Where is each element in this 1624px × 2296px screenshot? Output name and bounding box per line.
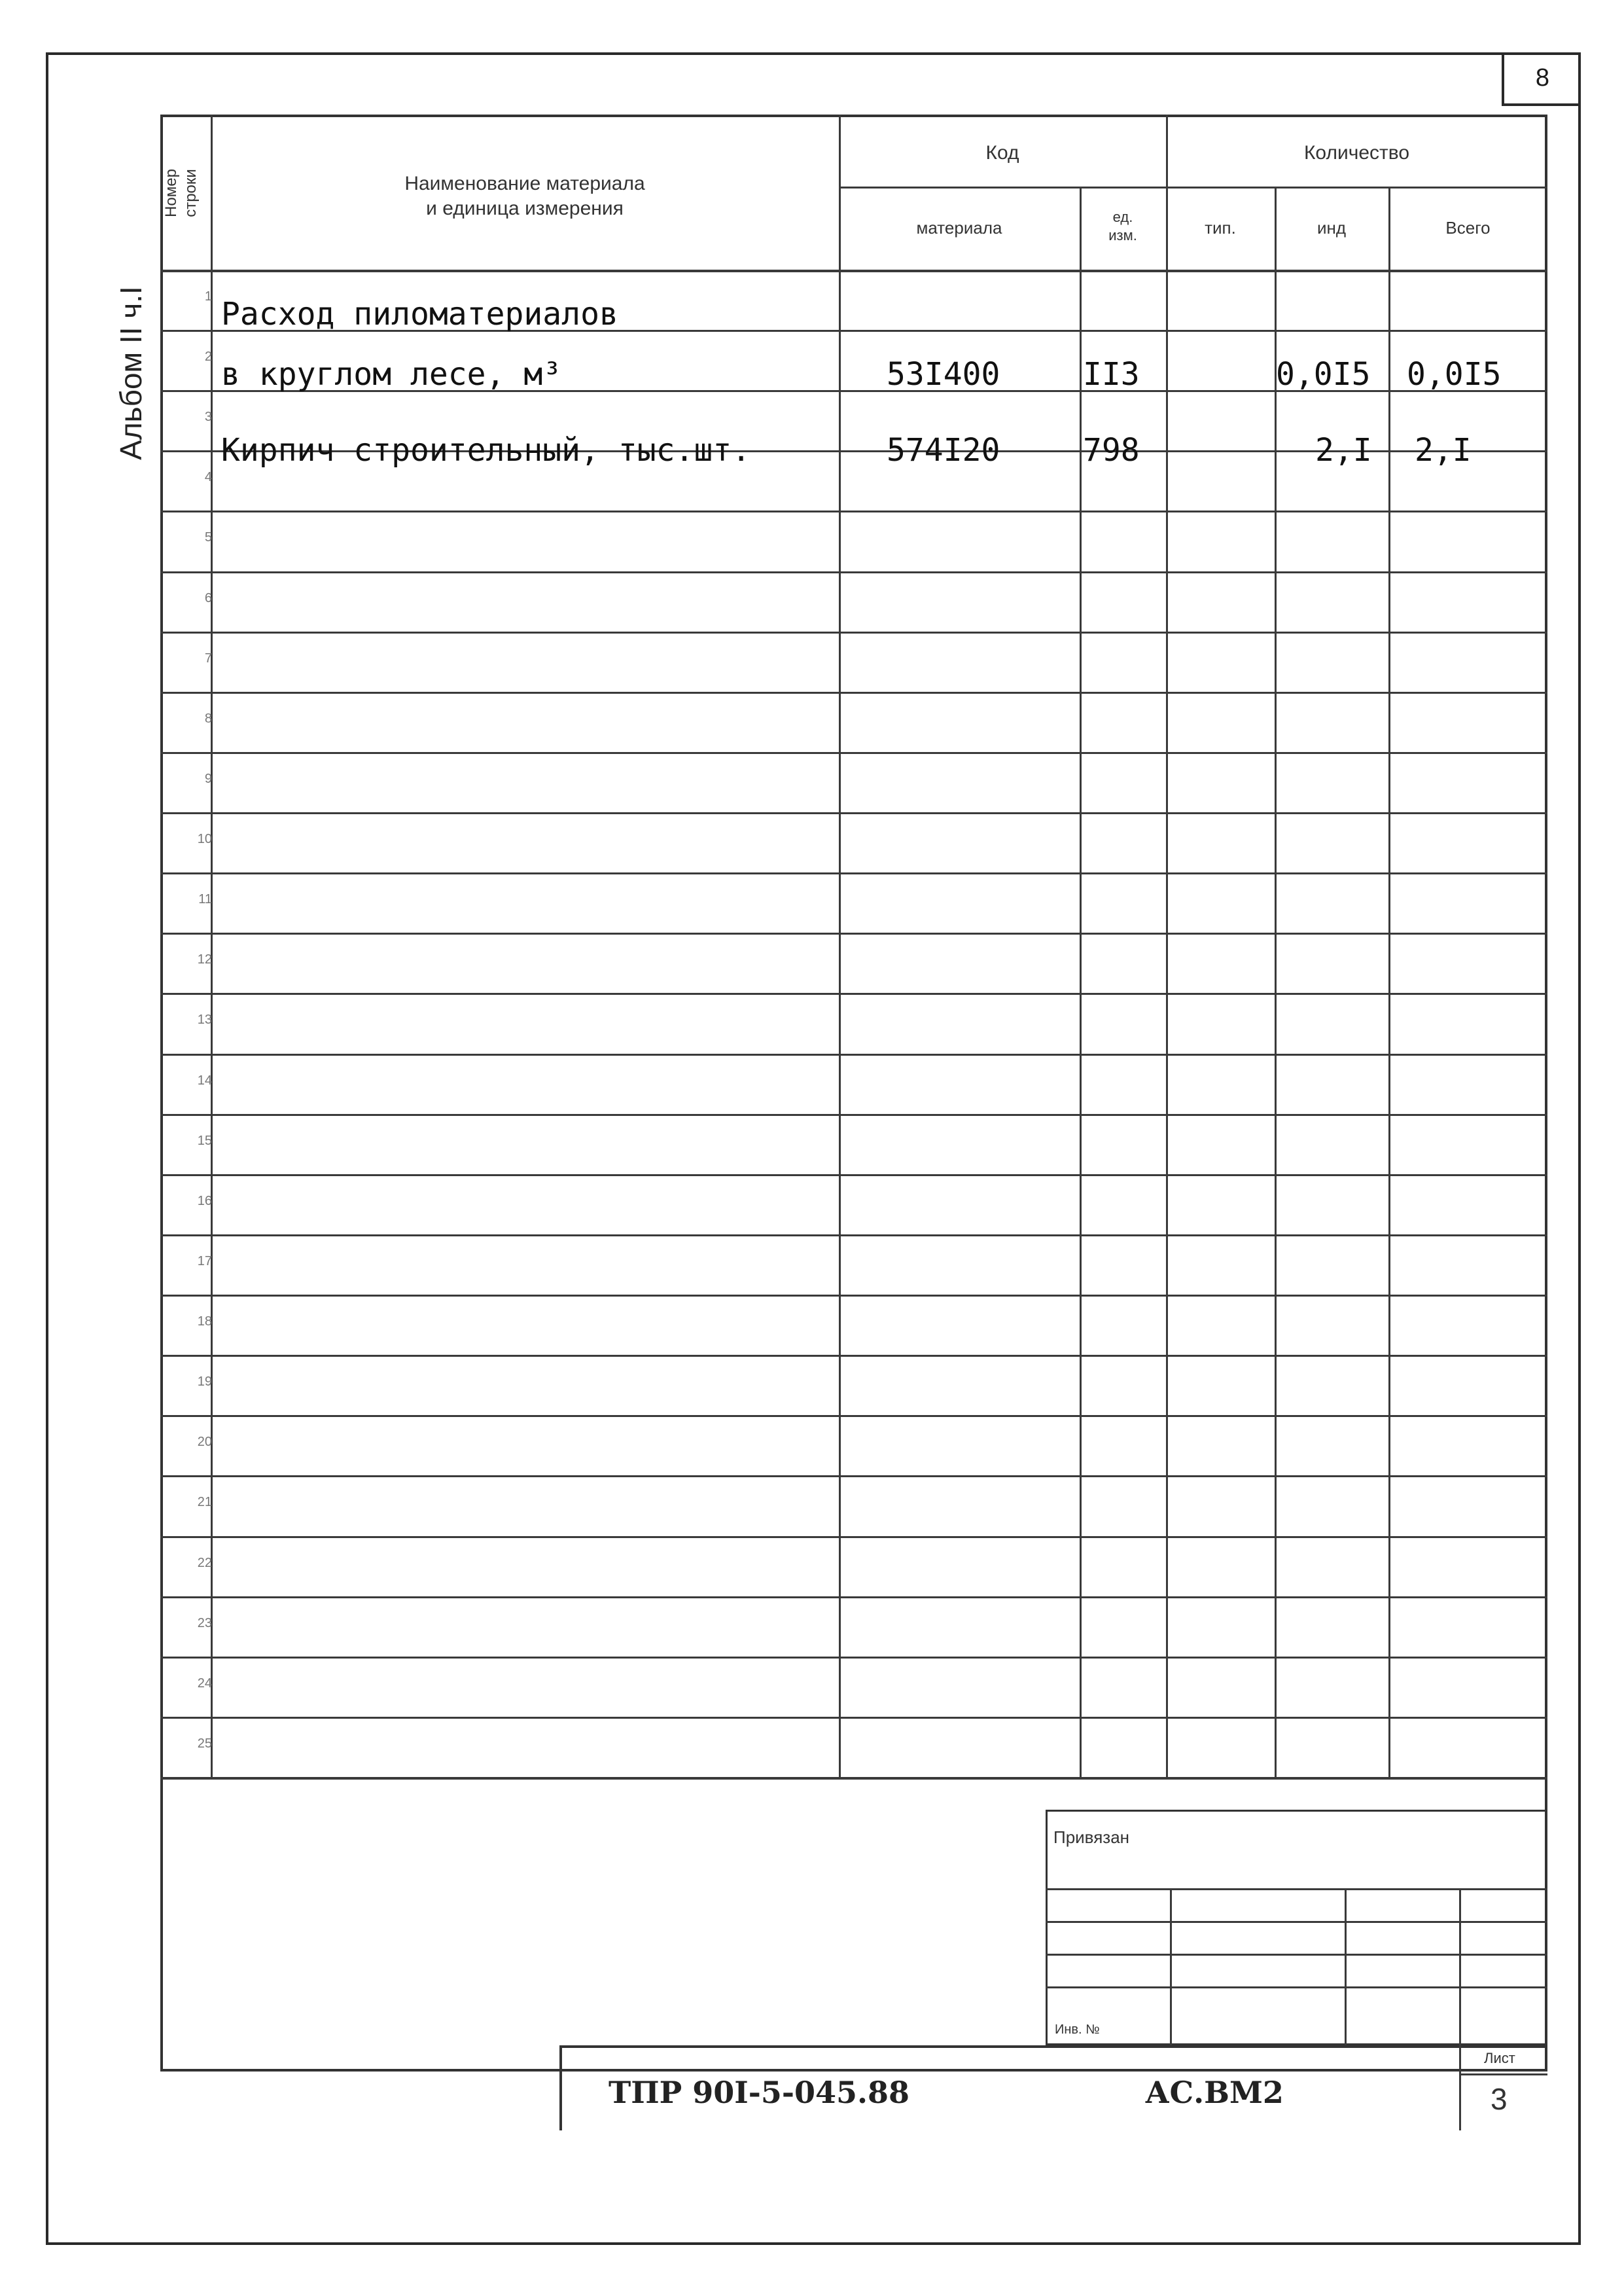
row-number: 4 (204, 470, 212, 485)
header-row-number: Номер строки (162, 169, 200, 217)
row-number: 23 (197, 1615, 212, 1630)
stamp-doc-code: ТПР 90I-5-045.88 (609, 2075, 910, 2110)
header-qty-typ: тип. (1205, 218, 1236, 238)
stamp-sheet-hline (1459, 2073, 1547, 2075)
row-line (160, 752, 1547, 754)
row3-total: 2,I (1415, 432, 1472, 469)
stamp-line-4 (1046, 1986, 1547, 1988)
row-number: 5 (204, 530, 212, 545)
row-number: 10 (197, 832, 212, 847)
header-qty-group: Количество (1303, 142, 1410, 164)
row-number: 16 (197, 1193, 212, 1208)
stamp-vline-1 (1170, 1888, 1172, 2045)
header-code-unit: ед. изм. (1108, 209, 1137, 243)
row3-unit-code: 798 (1083, 432, 1140, 469)
row-line (160, 1657, 1547, 1659)
col-line-material (1080, 187, 1082, 1777)
row-number: 9 (204, 771, 212, 786)
header-code-group: Код (985, 142, 1019, 164)
row3-ind: 2,I (1315, 432, 1372, 469)
album-label: Альбом II ч.I (114, 286, 148, 460)
row-line (160, 812, 1547, 814)
row-line (160, 1234, 1547, 1236)
header-name: Наименование материала и единица измерения (404, 173, 645, 219)
row3-name: Кирпич строительный, тыс.шт. (221, 432, 751, 469)
row-line (160, 1114, 1547, 1116)
row-number: 24 (197, 1676, 212, 1691)
row-line (160, 1717, 1547, 1719)
row-line (160, 1415, 1547, 1417)
row-number: 1 (204, 289, 212, 304)
row-number: 15 (197, 1133, 212, 1148)
row-number: 11 (198, 892, 212, 907)
col-line-code (1166, 115, 1168, 1777)
col-line-name (839, 115, 841, 1777)
row-number: 7 (204, 651, 212, 666)
row1-name: Расход пиломатериалов (221, 296, 618, 332)
header-code-material: материала (916, 218, 1002, 238)
row-number: 14 (197, 1073, 212, 1088)
row-number: 8 (204, 711, 212, 726)
row-line (160, 1355, 1547, 1357)
row-number: 20 (197, 1435, 212, 1450)
header-qty-total: Всего (1445, 218, 1491, 238)
row2-unit-code: II3 (1083, 356, 1140, 393)
stamp-vline-2 (1345, 1888, 1347, 2045)
header-bottom-line (160, 270, 1547, 272)
stamp-sheet-vline (1459, 2045, 1461, 2130)
row3-material-code: 574I20 (887, 432, 1000, 469)
col-line-ind (1388, 187, 1390, 1777)
stamp-attached-label: Привязан (1053, 1827, 1130, 1847)
stamp-doc-mark: АС.ВМ2 (1145, 2075, 1284, 2110)
row-line (160, 571, 1547, 573)
row-number: 25 (197, 1736, 212, 1751)
stamp-vline-3 (1459, 1888, 1461, 2045)
stamp-line-1 (1046, 1888, 1547, 1890)
row-line (160, 1536, 1547, 1538)
row2-total: 0,0I5 (1407, 356, 1502, 393)
row-number: 19 (197, 1374, 212, 1390)
row-number: 17 (197, 1253, 212, 1268)
row-line (160, 1475, 1547, 1477)
row-number: 6 (204, 590, 212, 605)
col-line-typ (1275, 187, 1277, 1777)
row-line (160, 1054, 1547, 1056)
row-line (160, 692, 1547, 694)
row-line (160, 872, 1547, 874)
row-number: 13 (197, 1013, 212, 1028)
row-line (160, 1174, 1547, 1176)
stamp-inv-label: Инв. № (1055, 2022, 1100, 2037)
row-number: 12 (197, 952, 212, 967)
stamp-sheet-label: Лист (1484, 2050, 1515, 2066)
row2-material-code: 53I400 (887, 356, 1000, 393)
row-number: 21 (197, 1495, 212, 1510)
row-line (160, 511, 1547, 512)
row-line (160, 993, 1547, 995)
row-line (160, 1295, 1547, 1297)
header-qty-ind: инд (1316, 218, 1347, 238)
stamp-sheet-number: 3 (1491, 2082, 1508, 2116)
row-number: 22 (197, 1555, 212, 1570)
row-line (160, 933, 1547, 935)
row-line (160, 1596, 1547, 1598)
table-bottom-line (160, 1777, 1547, 1780)
row-line (160, 632, 1547, 634)
row2-ind: 0,0I5 (1276, 356, 1371, 393)
page-number: 8 (1502, 52, 1581, 106)
header-subline (839, 187, 1547, 188)
stamp-line-3 (1046, 1954, 1547, 1956)
row-number: 18 (197, 1314, 212, 1329)
row-number: 2 (204, 350, 212, 365)
stamp-line-2 (1046, 1921, 1547, 1923)
row2-name: в круглом лесе, м³ (221, 356, 562, 393)
row-number: 3 (204, 410, 212, 425)
